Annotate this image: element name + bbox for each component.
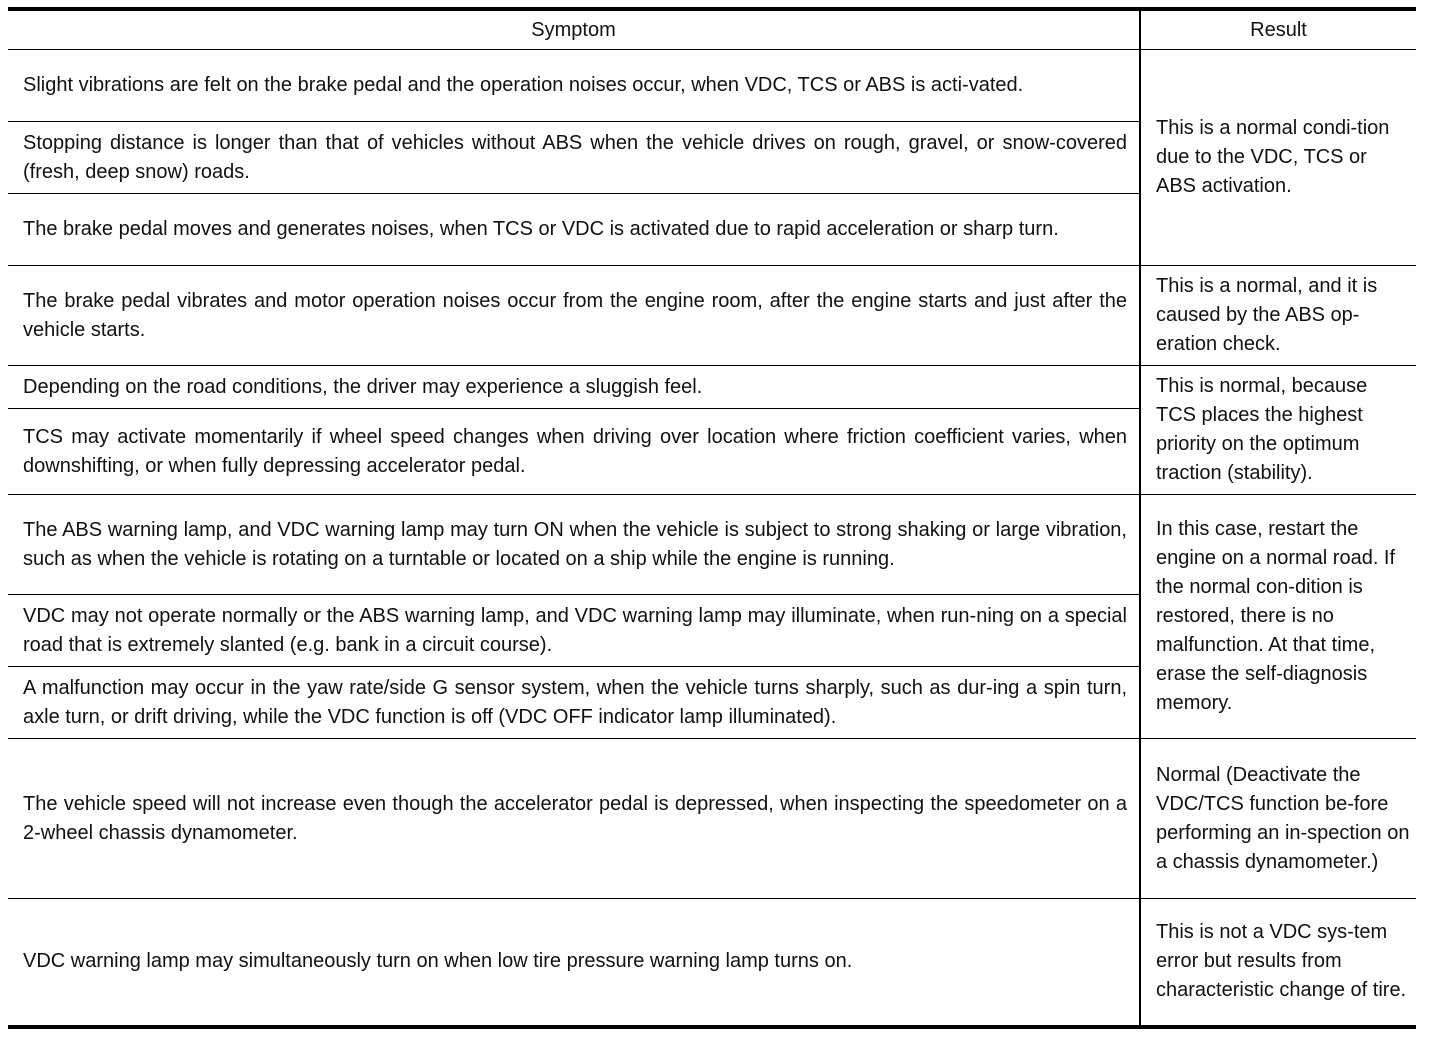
- table-row: [8, 266, 1416, 366]
- symptom-cell: VDC warning lamp may simultaneously turn on when low tire pressure warning lamp turns on.: [8, 899, 1140, 1027]
- header-row: [8, 9, 1416, 50]
- result-cell: This is a normal condi-tion due to the VDC, TCS or ABS activation.: [1140, 50, 1416, 266]
- symptom-cell: Stopping distance is longer than that of vehicles without ABS when the vehicle drives on rough, gravel, or snow-covered (fresh, deep snow) roads.: [8, 122, 1140, 194]
- result-cell: Normal (Deactivate the VDC/TCS function be-fore performing an in-spection on a chassis dynamometer.): [1140, 739, 1416, 899]
- result-cell: This is normal, because TCS places the highest priority on the optimum traction (stability).: [1140, 366, 1416, 495]
- symptom-cell: The ABS warning lamp, and VDC warning lamp may turn ON when the vehicle is subject to strong shaking or large vibration, such as when the vehicle is rotating on a turntable or located on a ship while the engine is running.: [8, 495, 1140, 595]
- symptom-cell: TCS may activate momentarily if wheel speed changes when driving over location where friction coefficient varies, when downshifting, or when fully depressing accelerator pedal.: [8, 409, 1140, 495]
- symptom-cell: Slight vibrations are felt on the brake pedal and the operation noises occur, when VDC, TCS or ABS is acti-vated.: [8, 50, 1140, 122]
- table-row: [8, 50, 1416, 122]
- result-cell: This is not a VDC sys-tem error but results from characteristic change of tire.: [1140, 899, 1416, 1027]
- table-row: [8, 366, 1416, 409]
- symptom-cell: A malfunction may occur in the yaw rate/side G sensor system, when the vehicle turns sharply, such as dur-ing a spin turn, axle turn, or drift driving, while the VDC function is off (VDC OFF indicator lamp illuminated).: [8, 667, 1140, 739]
- result-header: Result: [1140, 9, 1416, 50]
- result-cell: In this case, restart the engine on a normal road. If the normal con-dition is restored, there is no malfunction. At that time, erase the self-diagnosis memory.: [1140, 495, 1416, 739]
- symptom-cell: The vehicle speed will not increase even though the accelerator pedal is depressed, when inspecting the speedometer on a 2-wheel chassis dynamometer.: [8, 739, 1140, 899]
- symptom-cell: VDC may not operate normally or the ABS warning lamp, and VDC warning lamp may illuminate, when run-ning on a special road that is extremely slanted (e.g. bank in a circuit course).: [8, 595, 1140, 667]
- result-cell: This is a normal, and it is caused by the ABS op-eration check.: [1140, 266, 1416, 366]
- table-row: [8, 739, 1416, 899]
- symptom-cell: The brake pedal vibrates and motor operation noises occur from the engine room, after the engine starts and just after the vehicle starts.: [8, 266, 1140, 366]
- symptom-result-table: [8, 7, 1416, 1029]
- symptom-header: Symptom: [8, 9, 1140, 50]
- symptom-cell: Depending on the road conditions, the driver may experience a sluggish feel.: [8, 366, 1140, 409]
- table-row: [8, 899, 1416, 1027]
- table-row: [8, 495, 1416, 595]
- symptom-cell: The brake pedal moves and generates noises, when TCS or VDC is activated due to rapid acceleration or sharp turn.: [8, 194, 1140, 266]
